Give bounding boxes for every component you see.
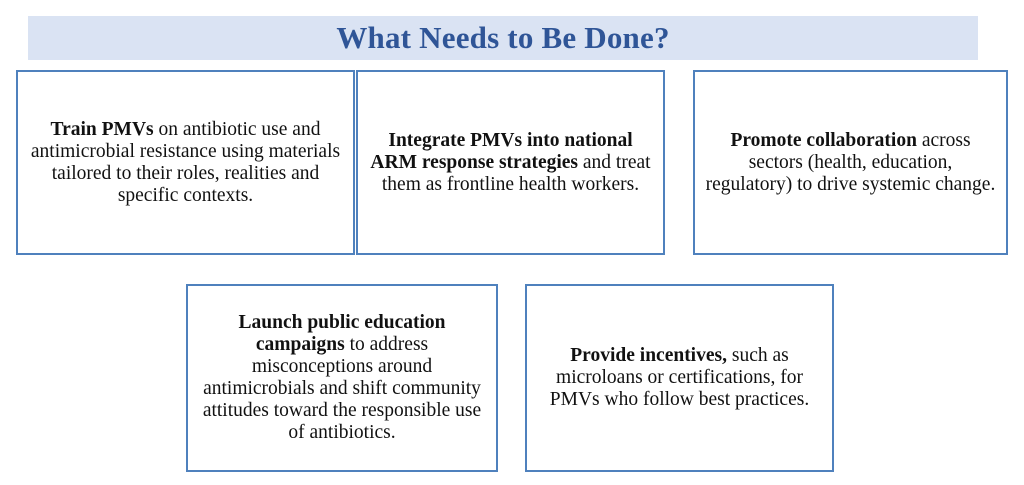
action-box-body: and treat them as frontline health workers. [381, 151, 651, 195]
action-box-text [705, 130, 996, 196]
action-box-bold: Train PMVs [50, 118, 154, 140]
title-banner [28, 16, 978, 60]
action-box-bold: Launch public education campaigns [238, 312, 446, 355]
action-box-integrate-pmvs [356, 70, 665, 255]
page-title: What Needs to Be Done? [336, 20, 670, 55]
action-box-body: on antibiotic use and antimicrobial resistance using materials tailored to their roles, realities and specific contexts. [30, 118, 341, 206]
action-box-text [368, 130, 653, 196]
action-box-text [28, 119, 343, 207]
action-box-provide-incentives [525, 284, 834, 472]
action-box-launch-campaigns [186, 284, 498, 472]
action-box-promote-collaboration [693, 70, 1008, 255]
action-box-body: such as microloans or certifications, for PMVs who follow best practices. [549, 345, 810, 410]
action-box-train-pmvs [16, 70, 355, 255]
action-box-text [537, 345, 822, 411]
action-box-body: across sectors (health, education, regulatory) to drive systemic change. [705, 129, 996, 195]
action-box-bold: Promote collaboration [730, 129, 917, 151]
action-box-bold: Provide incentives, [570, 345, 727, 366]
action-box-bold: Integrate PMVs into national ARM response strategies [370, 129, 633, 173]
action-box-body: to address misconceptions around antimicrobials and shift community attitudes toward the responsible use of antibiotics. [202, 334, 482, 443]
action-box-text [198, 312, 486, 444]
